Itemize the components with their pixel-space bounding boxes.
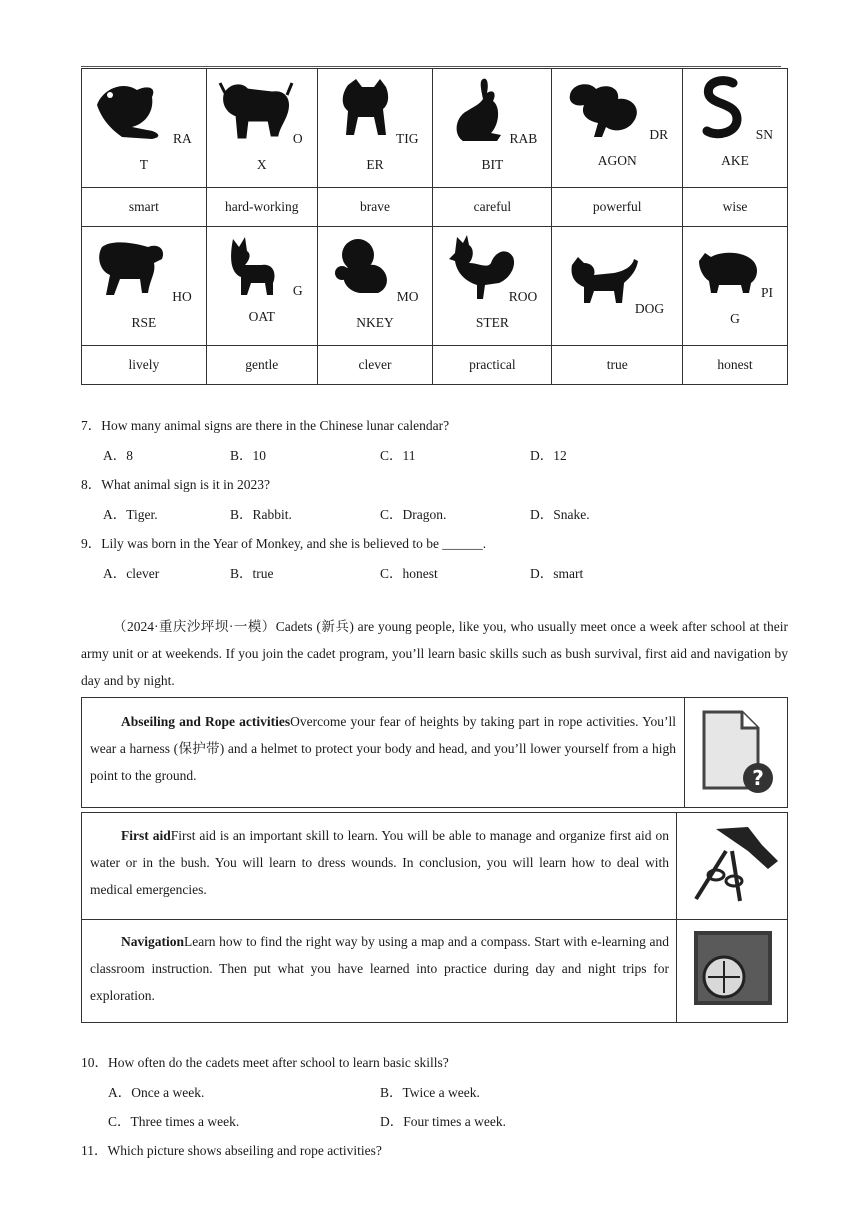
zodiac-name-top: PI — [760, 285, 773, 300]
zodiac-cell-monkey — [317, 227, 433, 346]
q7-option-a[interactable]: A．8 — [103, 448, 133, 463]
monkey-icon — [328, 233, 408, 303]
scissors-icon — [686, 821, 780, 911]
zodiac-name-bottom: OAT — [248, 309, 275, 324]
firstaid-title: First aid — [121, 828, 171, 843]
zodiac-cell-horse — [82, 227, 207, 346]
dog-icon — [562, 249, 642, 319]
zodiac-name-top: HO — [172, 289, 192, 304]
zodiac-cell-ox — [206, 69, 317, 188]
zodiac-name-bottom: NKEY — [356, 315, 394, 330]
goat-icon — [217, 233, 287, 303]
abseiling-title: Abseiling and Rope activities — [121, 714, 291, 729]
divider — [82, 919, 787, 920]
q9-option-b[interactable]: B．true — [230, 566, 274, 581]
navigation-title: Navigation — [121, 934, 185, 949]
zodiac-name-top: RA — [173, 131, 192, 146]
passage-intro-text: Cadets (新兵) are young people, like you, who usually meet once a week after school at their army unit or at weekends. If you join the cadet program, you’ll learn basic skills such as bush survival, first aid and navigation by day and by night. — [81, 619, 788, 688]
trait-word: lively — [82, 346, 207, 385]
zodiac-name-top: ROO — [508, 289, 538, 304]
rat-icon — [92, 75, 172, 145]
zodiac-cell-snake — [683, 69, 788, 188]
question-9: 9．Lily was born in the Year of Monkey, and she is believed to be ______. — [81, 536, 487, 551]
trait-word: clever — [317, 346, 433, 385]
abseiling-body: Overcome your fear of heights by taking part in rope activities. You’ll wear a harness (保护带) and a helmet to protect your body and head, and you’ll lower yourself from a high point to the ground. — [90, 714, 676, 783]
missing-image-icon — [696, 708, 778, 798]
pig-icon — [693, 241, 763, 301]
ox-icon — [217, 75, 297, 145]
zodiac-name-bottom: AGON — [597, 153, 637, 168]
q10-option-c[interactable]: C．Three times a week. — [108, 1114, 240, 1129]
sections-firstaid-navigation — [81, 812, 788, 1023]
divider — [684, 698, 685, 807]
zodiac-name-bottom: X — [256, 157, 267, 172]
q7-option-c[interactable]: C．11 — [380, 448, 416, 463]
snake-icon — [693, 75, 753, 145]
q8-option-b[interactable]: B．Rabbit. — [230, 507, 292, 522]
q8-option-a[interactable]: A．Tiger. — [103, 507, 158, 522]
zodiac-table — [81, 68, 788, 385]
zodiac-word-row-2 — [82, 346, 788, 385]
trait-word: hard-working — [206, 188, 317, 227]
zodiac-cell-rat — [82, 69, 207, 188]
firstaid-body: First aid is an important skill to learn. You will be able to manage and organize first aid on water or in the bush. You will learn to dress wounds. In conclusion, you will learn how to deal with medical emergencies. — [90, 828, 669, 897]
zodiac-cell-goat — [206, 227, 317, 346]
zodiac-word-row-1 — [82, 188, 788, 227]
firstaid-text — [90, 822, 669, 903]
section-abseiling — [81, 697, 788, 808]
svg-text:?: ? — [752, 766, 764, 790]
q10-option-d[interactable]: D．Four times a week. — [380, 1114, 506, 1129]
compass-icon — [688, 927, 778, 1011]
zodiac-name-bottom: RSE — [131, 315, 157, 330]
zodiac-name-bottom: BIT — [481, 157, 504, 172]
question-10: 10．How often do the cadets meet after school to learn basic skills? — [81, 1055, 449, 1070]
q9-option-c[interactable]: C．honest — [380, 566, 438, 581]
q7-option-b[interactable]: B．10 — [230, 448, 267, 463]
passage-source: （2024·重庆沙坪坝·一模） — [113, 619, 276, 634]
zodiac-cell-rabbit — [433, 69, 552, 188]
q9-option-a[interactable]: A．clever — [103, 566, 160, 581]
zodiac-name-top: DOG — [634, 301, 665, 316]
trait-word: true — [552, 346, 683, 385]
divider — [676, 813, 677, 1022]
top-rule — [81, 66, 781, 67]
zodiac-name-top: MO — [396, 289, 419, 304]
zodiac-cell-dragon — [552, 69, 683, 188]
q10-option-b[interactable]: B．Twice a week. — [380, 1085, 480, 1100]
zodiac-name-top: O — [292, 131, 303, 146]
abseiling-text — [90, 708, 676, 789]
zodiac-image-row-2 — [82, 227, 788, 346]
zodiac-image-row-1 — [82, 69, 788, 188]
zodiac-name-bottom: T — [139, 157, 149, 172]
passage-intro — [81, 613, 788, 694]
q8-option-c[interactable]: C．Dragon. — [380, 507, 447, 522]
navigation-text — [90, 928, 669, 1009]
zodiac-cell-rooster — [433, 227, 552, 346]
zodiac-name-top: SN — [755, 127, 773, 142]
zodiac-cell-dog — [552, 227, 683, 346]
trait-word: powerful — [552, 188, 683, 227]
zodiac-name-bottom: STER — [475, 315, 509, 330]
trait-word: careful — [433, 188, 552, 227]
zodiac-name-bottom: ER — [366, 157, 384, 172]
trait-word: honest — [683, 346, 788, 385]
trait-word: practical — [433, 346, 552, 385]
q9-option-d[interactable]: D．smart — [530, 566, 584, 581]
q10-option-a[interactable]: A．Once a week. — [108, 1085, 205, 1100]
horse-icon — [92, 233, 172, 303]
zodiac-name-top: TIG — [395, 131, 419, 146]
zodiac-name-top: RAB — [509, 131, 538, 146]
question-11: 11．Which picture shows abseiling and rope activities? — [81, 1143, 382, 1158]
zodiac-cell-pig — [683, 227, 788, 346]
q7-option-d[interactable]: D．12 — [530, 448, 567, 463]
trait-word: wise — [683, 188, 788, 227]
zodiac-cell-tiger — [317, 69, 433, 188]
q8-option-d[interactable]: D．Snake. — [530, 507, 590, 522]
zodiac-name-bottom: AKE — [721, 153, 749, 168]
navigation-body: Learn how to find the right way by using a map and a compass. Start with e-learning and classroom instruction. Then put what you have learned into practice during day and night trips for exploration. — [90, 934, 669, 1003]
zodiac-name-bottom: G — [730, 311, 740, 326]
zodiac-name-top: DR — [649, 127, 669, 142]
trait-word: gentle — [206, 346, 317, 385]
trait-word: brave — [317, 188, 433, 227]
question-7: 7．How many animal signs are there in the Chinese lunar calendar? — [81, 418, 450, 433]
trait-word: smart — [82, 188, 207, 227]
question-8: 8．What animal sign is it in 2023? — [81, 477, 270, 492]
zodiac-name-top: G — [292, 283, 303, 298]
dragon-icon — [562, 75, 646, 145]
